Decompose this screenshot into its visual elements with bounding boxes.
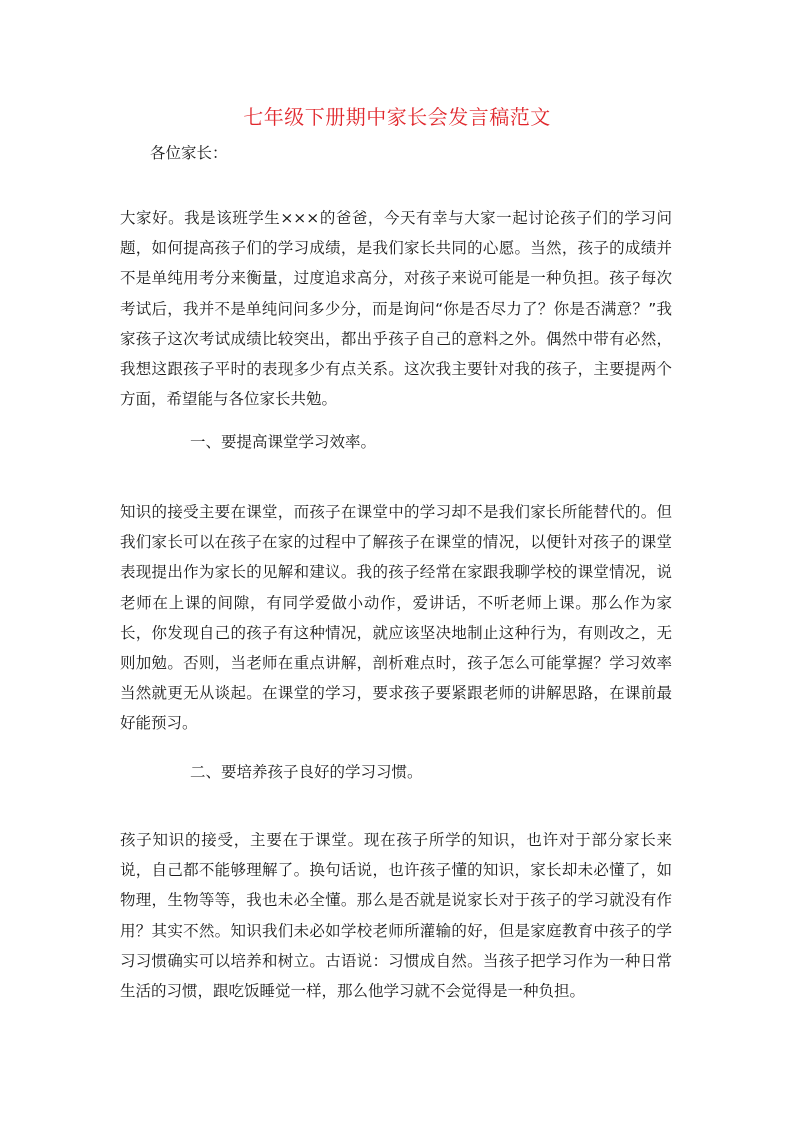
- paragraph-study-habits: 孩子知识的接受，主要在于课堂。现在孩子所学的知识，也许对于部分家长来说，自己都不能够理解了。换句话说，也许孩子懂的知识，家长却未必懂了，如物理，生物等等，我也未必全懂。那么是否就是说家长对于孩子的学习就没有作用？其实不然。知识我们未必如学校老师所灌输的好，但是家庭教育中孩子的学习习惯确实可以培养和树立。古语说：习惯成自然。当孩子把学习作为一种日常生活的习惯，跟吃饭睡觉一样，那么他学习就不会觉得是一种负担。: [120, 831, 672, 1001]
- document-title: 七年级下册期中家长会发言稿范文: [243, 105, 551, 129]
- paragraph-intro: 大家好。我是该班学生×××的爸爸，今天有幸与大家一起讨论孩子们的学习问题，如何提高孩子们的学习成绩，是我们家长共同的心愿。当然，孩子的成绩并不是单纯用考分来衡量，过度追求高分，对孩子来说可能是一种负担。孩子每次考试后，我并不是单纯问问多少分，而是询问“你是否尽力了？你是否满意？”我家孩子这次考试成绩比较突出，都出乎孩子自己的意料之外。偶然中带有必然，我想这跟孩子平时的表现多少有点关系。这次我主要针对我的孩子，主要提两个方面，希望能与各位家长共勉。: [120, 209, 672, 409]
- section-heading-2: 二、要培养孩子良好的学习习惯。: [190, 763, 423, 781]
- salutation: 各位家长：: [150, 144, 228, 162]
- section-heading-1: 一、要提高课堂学习效率。: [190, 433, 377, 451]
- paragraph-classroom-efficiency: 知识的接受主要在课堂，而孩子在课堂中的学习却不是我们家长所能替代的。但我们家长可以在孩子在家的过程中了解孩子在课堂的情况，以便针对孩子的课堂表现提出作为家长的见解和建议。我的孩子经常在家跟我聊学校的课堂情况，说老师在上课的间隙，有同学爱做小动作，爱讲话，不听老师上课。那么作为家长，你发现自己的孩子有这种情况，就应该坚决地制止这种行为，有则改之，无则加勉。否则，当老师在重点讲解，剖析难点时，孩子怎么可能掌握？学习效率当然就更无从谈起。在课堂的学习，要求孩子要紧跟老师的讲解思路，在课前最好能预习。: [120, 503, 672, 733]
